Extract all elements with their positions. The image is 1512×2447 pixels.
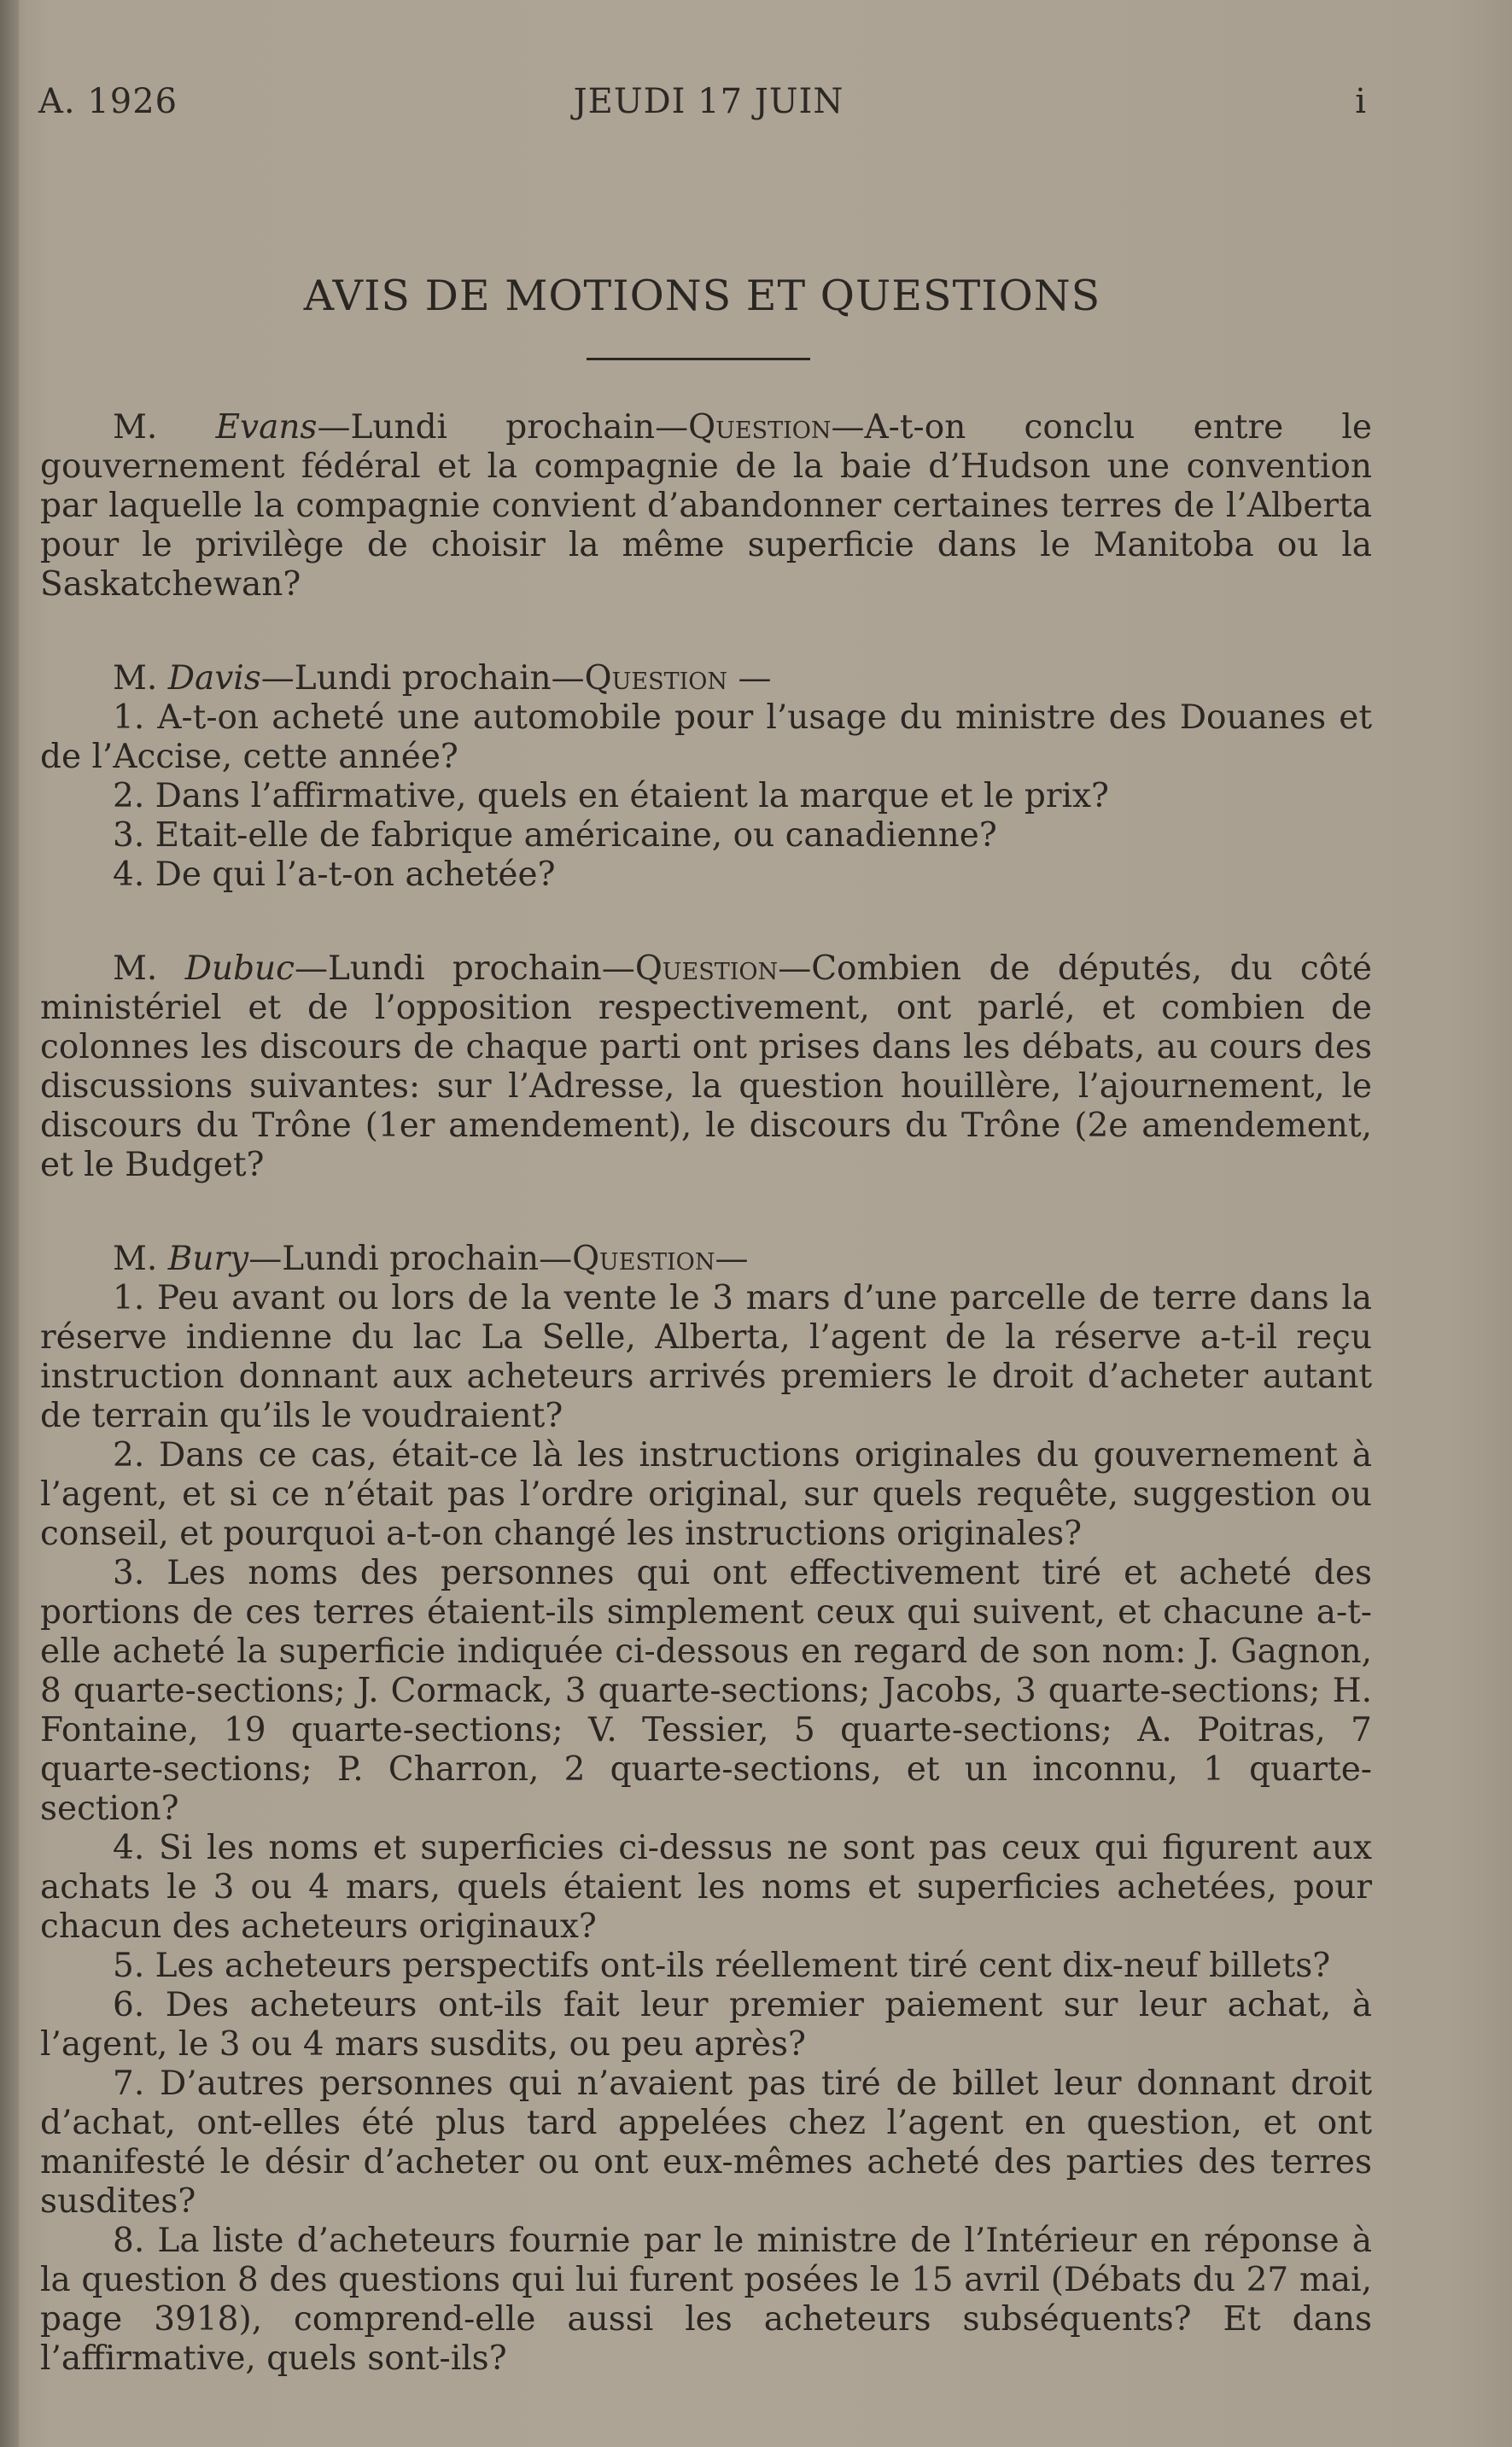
- question-item: 4. Si les noms et superficies ci-dessus ne sont pas ceux qui figurent aux achats le 3 ou 4 mars, quels étaient les noms et superficies achetées, pour chacun des acheteurs originaux?: [40, 1829, 1372, 1946]
- question-item: 3. Les noms des personnes qui ont effectivement tiré et acheté des portions de ces terres étaient-ils simplement ceux qui suivent, et chacune a-t-elle acheté la superficie indiquée ci-dessous en regard de son nom: J. Gagnon, 8 quarte-sections; J. Cormack, 3 quarte-sections; Jacobs, 3 quarte-sections; H. Fontaine, 19 quarte-sections; V. Tessier, 5 quarte-sections; A. Poitras, 7 quarte-sections; P. Charron, 2 quarte-sections, et un inconnu, 1 quarte-section?: [40, 1554, 1372, 1828]
- binding-gutter: [0, 0, 19, 2447]
- page-title: AVIS DE MOTIONS ET QUESTIONS: [303, 272, 1101, 320]
- questions-body: [40, 408, 1372, 2433]
- question-davis: [40, 659, 1372, 895]
- question-paragraph: [40, 408, 1372, 604]
- member-name: Davis: [167, 659, 261, 698]
- member-name: Dubuc: [184, 949, 295, 988]
- title-rule: [587, 358, 810, 360]
- question-evans: [40, 408, 1372, 604]
- question-label: Question: [688, 408, 832, 447]
- question-label: Question: [584, 659, 728, 698]
- question-label: Question: [634, 949, 779, 988]
- header-date: JEUDI 17 JUIN: [573, 82, 844, 121]
- question-item: 2. Dans ce cas, était-ce là les instructions originales du gouvernement à l’agent, et si ce n’était pas l’ordre original, sur quels requête, suggestion ou conseil, et pourquoi a-t-on changé les instructions originales?: [40, 1436, 1372, 1553]
- when-text: —Lundi prochain—: [295, 949, 635, 988]
- intro-dash: —: [715, 1240, 749, 1278]
- question-item: 4. De qui l’a-t-on achetée?: [113, 856, 556, 894]
- question-item: 5. Les acheteurs perspectifs ont-ils réellement tiré cent dix-neuf billets?: [113, 1947, 1331, 1985]
- intro-dash: —: [727, 659, 772, 698]
- question-item: 2. Dans l’affirmative, quels en étaient la marque et le prix?: [113, 777, 1109, 815]
- header-page-number: i: [1355, 82, 1367, 121]
- question-heading: [40, 659, 1372, 698]
- when-text: —Lundi prochain—: [248, 1240, 573, 1278]
- question-text: —A-t-on conclu entre le gouvernement fédéral et la compagnie de la baie d’Hudson une convention par laquelle la compagnie convient d’abandonner certaines terres de l’Alberta pour le privilège de choisir la même superficie dans le Manitoba ou la Saskatchewan?: [40, 408, 1372, 604]
- mister-label: M.: [113, 949, 158, 988]
- when-text: —Lundi prochain—: [260, 659, 585, 698]
- header-session-year: A. 1926: [38, 82, 178, 121]
- mister-label: M.: [113, 1240, 158, 1278]
- member-name: Evans: [215, 408, 318, 447]
- when-text: —Lundi prochain—: [317, 408, 689, 447]
- mister-label: M.: [113, 408, 158, 447]
- question-item: 7. D’autres personnes qui n’avaient pas tiré de billet leur donnant droit d’achat, ont-elles été plus tard appelées chez l’agent en question, et ont manifesté le désir d’acheter ou ont eux-mêmes acheté des parties des terres susdites?: [40, 2064, 1372, 2221]
- question-bury: [40, 1240, 1372, 2379]
- question-dubuc: [40, 949, 1372, 1185]
- question-paragraph: [40, 949, 1372, 1185]
- question-item: 6. Des acheteurs ont-ils fait leur premier paiement sur leur achat, à l’agent, le 3 ou 4 mars susdits, ou peu après?: [40, 1986, 1372, 2064]
- question-item: 3. Etait-elle de fabrique américaine, ou canadienne?: [113, 816, 997, 855]
- question-item: 1. A-t-on acheté une automobile pour l’usage du ministre des Douanes et de l’Accise, cette année?: [40, 698, 1372, 776]
- question-label: Question: [572, 1240, 715, 1278]
- question-text: —Combien de députés, du côté ministériel et de l’opposition respectivement, ont parlé, et combien de colonnes les discours de chaque parti ont prises dans les débats, au cours des discussions suivantes: sur l’Adresse, la question houillère, l’ajournement, le discours du Trône (1er amendement), le discours du Trône (2e amendement, et le Budget?: [40, 949, 1372, 1184]
- question-item: 8. La liste d’acheteurs fournie par le ministre de l’Intérieur en réponse à la question 8 des questions qui lui furent posées le 15 avril (Débats du 27 mai, page 3918), comprend-elle aussi les acheteurs subséquents? Et dans l’affirmative, quels sont-ils?: [40, 2222, 1372, 2378]
- question-item: 1. Peu avant ou lors de la vente le 3 mars d’une parcelle de terre dans la réserve indienne du lac La Selle, Alberta, l’agent de la réserve a-t-il reçu instruction donnant aux acheteurs arrivés premiers le droit d’acheter autant de terrain qu’ils le voudraient?: [40, 1279, 1372, 1435]
- member-name: Bury: [167, 1240, 249, 1278]
- question-heading: [40, 1240, 1372, 1279]
- mister-label: M.: [113, 659, 158, 698]
